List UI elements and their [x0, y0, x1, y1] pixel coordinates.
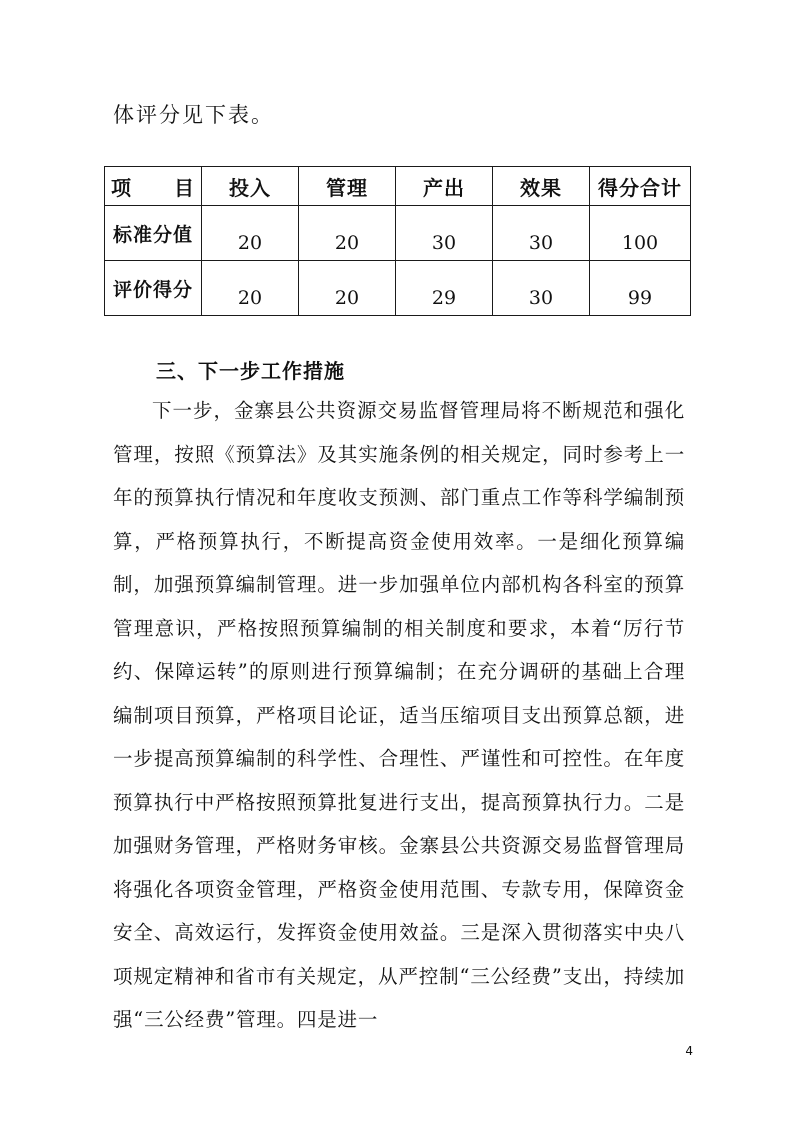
page-number: 4 — [685, 1044, 693, 1058]
row-label-standard: 标准分值 — [105, 206, 202, 261]
header-item: 项 目 — [105, 167, 202, 206]
table-cell: 20 — [202, 206, 299, 261]
table-cell: 100 — [590, 206, 691, 261]
table-header-row — [105, 167, 691, 206]
table-cell: 20 — [299, 206, 396, 261]
header-total: 得分合计 — [590, 167, 691, 206]
header-output: 产出 — [396, 167, 493, 206]
row-label-evaluation: 评价得分 — [105, 261, 202, 316]
intro-line: 体评分见下表。 — [113, 103, 274, 127]
section-heading: 三、下一步工作措施 — [156, 359, 345, 383]
table-cell: 30 — [493, 261, 590, 316]
table-cell: 20 — [299, 261, 396, 316]
table-cell: 99 — [590, 261, 691, 316]
header-effect: 效果 — [493, 167, 590, 206]
score-table — [104, 166, 691, 316]
table-cell: 30 — [493, 206, 590, 261]
table-cell: 29 — [396, 261, 493, 316]
table-cell: 30 — [396, 206, 493, 261]
header-input: 投入 — [202, 167, 299, 206]
table-cell: 20 — [202, 261, 299, 316]
table-row — [105, 206, 691, 261]
section-body-paragraph: 下一步，金寨县公共资源交易监督管理局将不断规范和强化管理，按照《预算法》及其实施条例的相关规定，同时参考上一年的预算执行情况和年度收支预测、部门重点工作等科学编制预算，严格预算执行，不断提高资金使用效率。一是细化预算编制，加强预算编制管理。进一步加强单位内部机构各科室的预算管理意识，严格按照预算编制的相关制度和要求，本着“厉行节约、保障运转”的原则进行预算编制；在充分调研的基础上合理编制项目预算，严格项目论证，适当压缩项目支出预算总额，进一步提高预算编制的科学性、合理性、严谨性和可控性。在年度预算执行中严格按照预算批复进行支出，提高预算执行力。二是加强财务管理，严格财务审核。金寨县公共资源交易监督管理局将强化各项资金管理，严格资金使用范围、专款专用，保障资金安全、高效运行，发挥资金使用效益。三是深入贯彻落实中央八项规定精神和省市有关规定，从严控制“三公经费”支出，持续加强“三公经费”管理。四是进一 — [113, 399, 685, 1031]
header-management: 管理 — [299, 167, 396, 206]
table-row — [105, 261, 691, 316]
